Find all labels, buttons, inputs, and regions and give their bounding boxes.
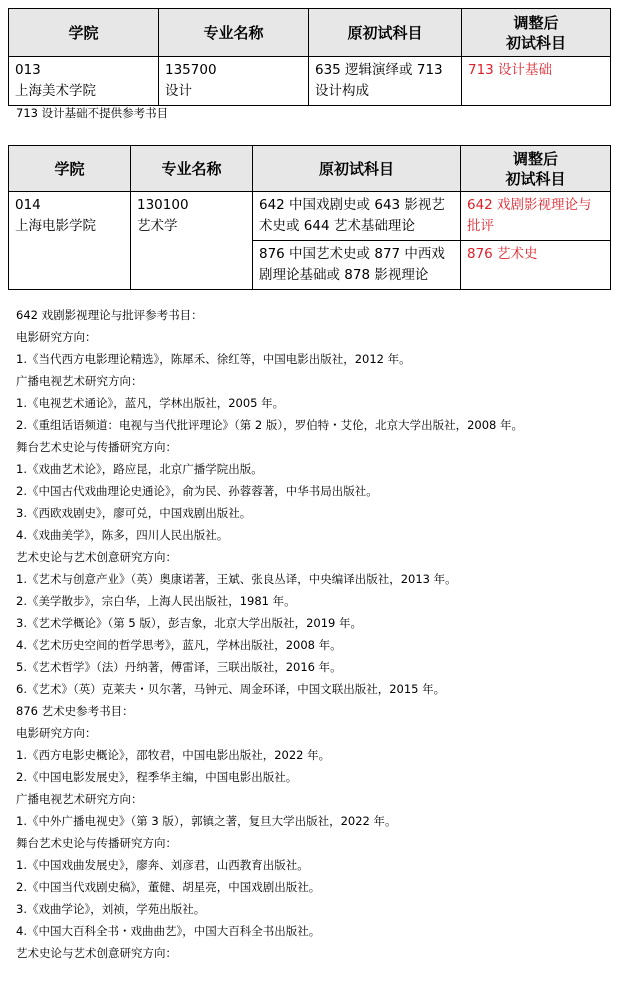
ref-item: 4.《戏曲美学》，陈多，四川人民出版社。	[16, 528, 229, 542]
original-subject-cell: 642 中国戏剧史或 643 影视艺术史或 644 艺术基础理论	[253, 192, 461, 241]
ref-section-label: 舞台艺术史论与传播研究方向：	[16, 440, 177, 454]
ref-heading: 876 艺术史参考书目：	[16, 704, 134, 718]
ref-item: 2.《美学散步》，宗白华，上海人民出版社，1981 年。	[16, 594, 296, 608]
ref-item: 3.《西欧戏剧史》，廖可兑，中国戏剧出版社。	[16, 506, 252, 520]
ref-item: 1.《西方电影史概论》，邵牧君，中国电影出版社，2022 年。	[16, 748, 331, 762]
major-cell: 130100 艺术学	[131, 192, 253, 290]
table-row	[9, 192, 611, 241]
adjustment-table-1	[8, 8, 611, 106]
header-adjusted-subject: 调整后 初试科目	[462, 9, 611, 57]
header-college: 学院	[9, 146, 131, 192]
ref-section-label: 舞台艺术史论与传播研究方向：	[16, 836, 177, 850]
header-original-subject: 原初试科目	[253, 146, 461, 192]
ref-item: 1.《戏曲艺术论》，路应昆，北京广播学院出版。	[16, 462, 263, 476]
ref-item: 2.《重组话语频道：电视与当代批评理论》（第 2 版），罗伯特・艾伦，北京大学出版社，2008 年。	[16, 418, 524, 432]
header-major: 专业名称	[131, 146, 253, 192]
ref-item: 6.《艺术》（英）克莱夫・贝尔著，马钟元、周金环译，中国文联出版社，2015 年。	[16, 682, 446, 696]
ref-item: 1.《艺术与创意产业》（英）奥康诺著，王斌、张良丛译，中央编译出版社，2013 年。	[16, 572, 457, 586]
ref-section-label: 广播电视艺术研究方向：	[16, 792, 143, 806]
ref-item: 1.《当代西方电影理论精选》，陈犀禾、徐红等，中国电影出版社，2012 年。	[16, 352, 411, 366]
ref-item: 2.《中国古代戏曲理论史通论》，俞为民、孙蓉蓉著，中华书局出版社。	[16, 484, 378, 498]
ref-item: 2.《中国当代戏剧史稿》，董健、胡星亮，中国戏剧出版社。	[16, 880, 321, 894]
table-header-row	[9, 9, 611, 57]
ref-item: 1.《中国戏曲发展史》，廖奔、刘彦君，山西教育出版社。	[16, 858, 309, 872]
ref-item: 3.《艺术学概论》（第 5 版），彭吉象，北京大学出版社，2019 年。	[16, 616, 363, 630]
original-subject-cell: 635 逻辑演绎或 713 设计构成	[309, 57, 462, 106]
major-cell: 135700 设计	[159, 57, 309, 106]
college-cell: 013 上海美术学院	[9, 57, 159, 106]
note-no-reference: 713 设计基础不提供参考书目	[16, 106, 169, 120]
ref-item: 3.《戏曲学论》，刘祯，学苑出版社。	[16, 902, 206, 916]
adjusted-subject-cell: 876 艺术史	[461, 241, 611, 290]
ref-item: 4.《艺术历史空间的哲学思考》，蓝凡，学林出版社，2008 年。	[16, 638, 342, 652]
ref-section-label: 广播电视艺术研究方向：	[16, 374, 143, 388]
ref-item: 1.《中外广播电视史》（第 3 版），郭镇之著，复旦大学出版社，2022 年。	[16, 814, 397, 828]
table-row	[9, 57, 611, 106]
ref-section-label: 电影研究方向：	[16, 330, 97, 344]
ref-item: 1.《电视艺术通论》，蓝凡，学林出版社，2005 年。	[16, 396, 285, 410]
header-original-subject: 原初试科目	[309, 9, 462, 57]
ref-item: 2.《中国电影发展史》，程季华主编，中国电影出版社。	[16, 770, 298, 784]
ref-item: 5.《艺术哲学》（法）丹纳著，傅雷译，三联出版社，2016 年。	[16, 660, 342, 674]
ref-heading: 642 戏剧影视理论与批评参考书目：	[16, 308, 203, 322]
college-cell: 014 上海电影学院	[9, 192, 131, 290]
adjusted-subject-cell: 713 设计基础	[462, 57, 611, 106]
table-header-row	[9, 146, 611, 192]
header-major: 专业名称	[159, 9, 309, 57]
ref-section-label: 电影研究方向：	[16, 726, 97, 740]
original-subject-cell: 876 中国艺术史或 877 中西戏剧理论基础或 878 影视理论	[253, 241, 461, 290]
header-college: 学院	[9, 9, 159, 57]
ref-section-label: 艺术史论与艺术创意研究方向：	[16, 550, 177, 564]
ref-item: 4.《中国大百科全书・戏曲曲艺》，中国大百科全书出版社。	[16, 924, 321, 938]
adjustment-table-2	[8, 145, 611, 290]
header-adjusted-subject: 调整后 初试科目	[461, 146, 611, 192]
ref-section-label: 艺术史论与艺术创意研究方向：	[16, 946, 177, 960]
adjusted-subject-cell: 642 戏剧影视理论与批评	[461, 192, 611, 241]
